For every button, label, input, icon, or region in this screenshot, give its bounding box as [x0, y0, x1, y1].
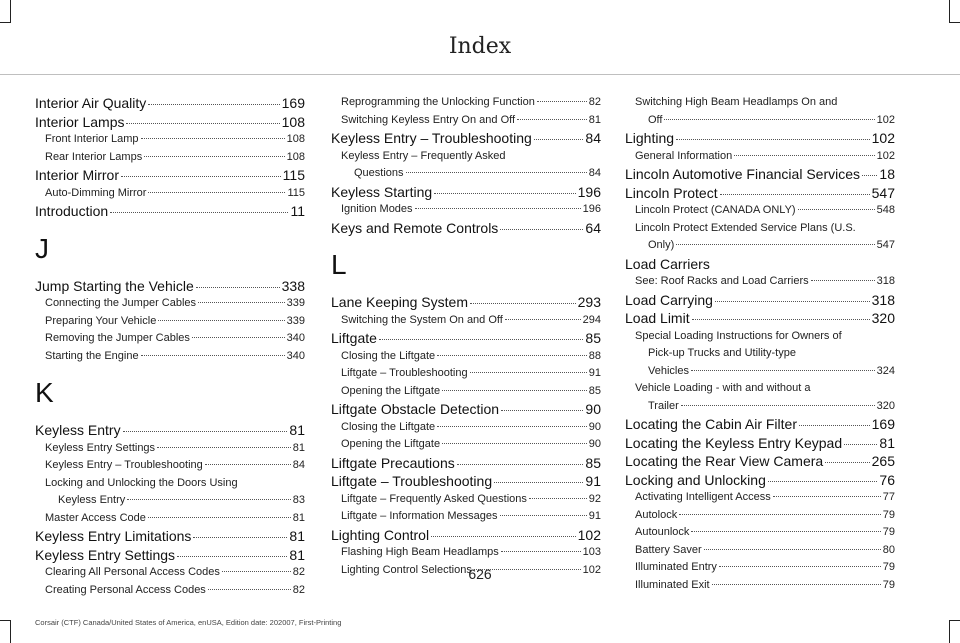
- entry-label: Switching Keyless Entry On and Off: [341, 113, 516, 126]
- entry-label: Liftgate – Troubleshooting: [341, 367, 468, 379]
- dot-leader: [141, 138, 285, 139]
- entry-label: Vehicles: [648, 364, 689, 377]
- index-entry[interactable]: [331, 472, 601, 491]
- footer-edition-text: Corsair (CTF) Canada/United States of America, enUSA, Edition date: 202007, First-Printing: [35, 618, 342, 627]
- crop-mark-top-left: [0, 0, 11, 23]
- index-subentry[interactable]: [35, 185, 305, 203]
- entry-page-number: 115: [282, 167, 305, 183]
- entry-label: Opening the Liftgate: [341, 438, 441, 450]
- entry-page-number: 339: [286, 297, 305, 309]
- entry-label: Interior Mirror: [35, 167, 120, 183]
- entry-label: Lighting Control: [331, 526, 430, 543]
- entry-page-number: 84: [292, 459, 305, 471]
- dot-leader: [862, 175, 877, 176]
- entry-label: Keyless Entry: [35, 422, 121, 438]
- index-entry[interactable]: [331, 526, 601, 545]
- entry-label: Keys and Remote Controls: [331, 219, 499, 236]
- entry-page-number: 81: [588, 113, 601, 126]
- entry-continuation: [635, 398, 895, 416]
- section-letter: K: [35, 377, 54, 408]
- dot-leader: [437, 355, 587, 356]
- dot-leader: [126, 123, 279, 124]
- dot-leader: [494, 482, 583, 483]
- crop-mark-top-right: [949, 0, 960, 23]
- header-divider: [0, 74, 960, 75]
- index-entry[interactable]: [331, 400, 601, 419]
- index-subentry[interactable]: [35, 295, 305, 313]
- dot-leader: [442, 390, 587, 391]
- entry-continuation: [635, 237, 895, 255]
- index-entry[interactable]: [35, 94, 305, 113]
- dot-leader: [712, 584, 881, 585]
- index-subentry[interactable]: [35, 475, 305, 510]
- entry-label: Removing the Jumper Cables: [45, 332, 190, 344]
- index-subentry[interactable]: [625, 202, 895, 220]
- index-subentry[interactable]: [331, 419, 601, 437]
- index-column-3: [625, 94, 895, 594]
- entry-page-number: 76: [879, 471, 895, 488]
- entry-label: Creating Personal Access Codes: [45, 583, 206, 596]
- entry-page-number: 102: [577, 526, 601, 543]
- entry-label: Keyless Entry Limitations: [35, 528, 192, 544]
- section-letter: J: [35, 232, 49, 264]
- entry-page-number: 169: [871, 416, 895, 432]
- index-entry[interactable]: [331, 129, 601, 148]
- index-entry[interactable]: [35, 277, 305, 296]
- dot-leader: [692, 319, 870, 320]
- entry-label: Keyless Entry – Troubleshooting: [331, 130, 532, 146]
- entry-label: Flashing High Beam Headlamps: [341, 546, 499, 558]
- entry-label: Liftgate Obstacle Detection: [331, 401, 500, 417]
- index-entry[interactable]: [331, 454, 601, 473]
- entry-label: Interior Air Quality: [35, 95, 147, 111]
- entry-page-number: 318: [876, 275, 895, 287]
- section-letter: L: [331, 249, 347, 280]
- index-subentry[interactable]: [625, 507, 895, 525]
- dot-leader: [534, 139, 584, 140]
- index-subentry[interactable]: [625, 273, 895, 291]
- entry-continuation: [341, 165, 601, 183]
- index-entry[interactable]: [625, 415, 895, 434]
- entry-label: Keyless Entry Settings: [35, 546, 176, 563]
- dot-leader: [127, 499, 291, 500]
- dot-leader: [529, 498, 587, 499]
- entry-page-number: 11: [290, 203, 305, 219]
- dot-leader: [811, 280, 875, 281]
- dot-leader: [676, 139, 870, 140]
- entry-page-number: 294: [582, 313, 601, 326]
- dot-leader: [470, 303, 576, 304]
- entry-label: Keyless Entry Settings: [45, 441, 156, 454]
- index-entry[interactable]: [35, 166, 305, 185]
- entry-page-number: 324: [876, 364, 895, 377]
- index-entry[interactable]: [331, 219, 601, 238]
- entry-label-line: Special Loading Instructions for Owners of: [635, 329, 842, 342]
- entry-page-number: 18: [879, 166, 895, 182]
- entry-page-number: 293: [577, 294, 601, 310]
- entry-continuation: [635, 112, 895, 130]
- crop-mark-bottom-left: [0, 620, 11, 643]
- dot-leader: [177, 556, 287, 557]
- index-subentry[interactable]: [35, 457, 305, 475]
- index-entry[interactable]: [625, 165, 895, 184]
- dot-leader: [144, 156, 284, 157]
- entry-page-number: 102: [871, 130, 895, 146]
- dot-leader: [157, 447, 291, 448]
- index-column-2: [331, 94, 601, 579]
- index-subentry[interactable]: [625, 94, 895, 129]
- entry-label-line: Keyless Entry – Frequently Asked: [341, 149, 506, 162]
- entry-page-number: 84: [585, 130, 601, 146]
- entry-page-number: 318: [871, 291, 895, 308]
- entry-page-number: 80: [882, 543, 895, 556]
- entry-label: Closing the Liftgate: [341, 349, 436, 362]
- index-subentry[interactable]: [331, 508, 601, 526]
- index-column-1: [35, 94, 305, 599]
- entry-label: Lincoln Protect: [625, 184, 718, 201]
- index-entry[interactable]: [35, 202, 305, 221]
- entry-label: Keyless Entry: [58, 494, 126, 506]
- dot-leader: [208, 589, 291, 590]
- entry-page-number: 81: [292, 441, 305, 454]
- index-entry[interactable]: [35, 421, 305, 440]
- index-entry[interactable]: [625, 129, 895, 148]
- dot-leader: [799, 425, 870, 426]
- entry-label: Load Carrying: [625, 291, 713, 308]
- entry-page-number: 320: [871, 310, 895, 326]
- dot-leader: [406, 172, 587, 173]
- index-heading: Load Carriers: [625, 255, 710, 272]
- index-entry[interactable]: [35, 527, 305, 546]
- entry-label: Preparing Your Vehicle: [45, 314, 157, 327]
- entry-label: Lane Keeping System: [331, 294, 468, 310]
- index-subentry[interactable]: [35, 149, 305, 167]
- entry-label: Jump Starting the Vehicle: [35, 277, 194, 294]
- entry-label: Front Interior Lamp: [45, 133, 139, 145]
- index-subentry[interactable]: [35, 313, 305, 331]
- dot-leader: [110, 212, 288, 213]
- dot-leader: [704, 549, 881, 550]
- entry-label: Liftgate – Information Messages: [341, 510, 498, 522]
- dot-leader: [844, 444, 877, 445]
- entry-page-number: 90: [588, 438, 601, 450]
- index-subentry[interactable]: [331, 112, 601, 130]
- dot-leader: [148, 192, 285, 193]
- entry-label: Locating the Rear View Camera: [625, 453, 824, 469]
- dot-leader: [691, 531, 880, 532]
- entry-page-number: 81: [879, 434, 895, 451]
- entry-page-number: 102: [582, 563, 601, 576]
- index-subentry[interactable]: [331, 436, 601, 454]
- entry-label: Autolock: [635, 508, 678, 521]
- entry-label: Introduction: [35, 203, 109, 219]
- entry-label: Reprogramming the Unlocking Function: [341, 96, 535, 108]
- entry-label: Ignition Modes: [341, 203, 413, 215]
- entry-label: Trailer: [648, 399, 679, 412]
- dot-leader: [442, 443, 587, 444]
- dot-leader: [123, 431, 288, 432]
- dot-leader: [121, 176, 281, 177]
- entry-page-number: 196: [577, 183, 601, 200]
- dot-leader: [715, 301, 870, 302]
- dot-leader: [501, 551, 581, 552]
- dot-leader: [768, 481, 878, 482]
- entry-page-number: 108: [286, 133, 305, 145]
- index-subentry[interactable]: [331, 365, 601, 383]
- entry-page-number: 79: [882, 578, 895, 591]
- entry-label: Clearing All Personal Access Codes: [45, 566, 220, 578]
- index-subentry[interactable]: [331, 148, 601, 183]
- index-subentry[interactable]: [331, 312, 601, 330]
- dot-leader: [537, 101, 587, 102]
- index-subentry[interactable]: [35, 348, 305, 366]
- index-subentry[interactable]: [331, 94, 601, 112]
- entry-page-number: 81: [292, 511, 305, 524]
- entry-label: Liftgate Precautions: [331, 454, 455, 471]
- dot-leader: [415, 208, 581, 209]
- crop-mark-bottom-right: [949, 620, 960, 643]
- dot-leader: [681, 405, 875, 406]
- index-entry[interactable]: [331, 293, 601, 312]
- index-subentry[interactable]: [35, 440, 305, 458]
- dot-leader: [470, 372, 587, 373]
- entry-page-number: 548: [876, 204, 895, 216]
- entry-page-number: 103: [582, 546, 601, 558]
- dot-leader: [517, 119, 587, 120]
- dot-leader: [158, 320, 284, 321]
- dot-leader: [500, 515, 587, 516]
- dot-leader: [205, 464, 291, 465]
- dot-leader: [798, 209, 875, 210]
- entry-page-number: 64: [585, 219, 601, 236]
- entry-label: Locking and Unlocking: [625, 471, 766, 488]
- index-subentry[interactable]: [625, 524, 895, 542]
- entry-label: Locating the Cabin Air Filter: [625, 416, 797, 432]
- index-subentry[interactable]: [625, 328, 895, 381]
- entry-label: Battery Saver: [635, 543, 702, 556]
- index-subentry[interactable]: [35, 131, 305, 149]
- dot-leader: [679, 514, 881, 515]
- entry-label: General Information: [635, 149, 733, 162]
- entry-page-number: 340: [286, 332, 305, 344]
- index-subentry[interactable]: [625, 489, 895, 507]
- entry-label: Autounlock: [635, 526, 690, 538]
- entry-page-number: 339: [286, 314, 305, 327]
- entry-label: Illuminated Entry: [635, 561, 717, 573]
- dot-leader: [676, 244, 874, 245]
- dot-leader: [198, 302, 285, 303]
- entry-page-number: 85: [585, 330, 601, 346]
- entry-page-number: 265: [871, 453, 895, 469]
- dot-leader: [192, 337, 285, 338]
- entry-page-number: 92: [588, 492, 601, 505]
- index-entry[interactable]: [625, 434, 895, 453]
- entry-page-number: 320: [876, 399, 895, 412]
- index-entry[interactable]: [625, 471, 895, 490]
- entry-label: Rear Interior Lamps: [45, 150, 143, 163]
- dot-leader: [720, 194, 870, 195]
- entry-label-line: Lincoln Protect Extended Service Plans (U.S.: [635, 221, 856, 234]
- entry-label: Keyless Starting: [331, 183, 433, 200]
- index-subentry[interactable]: [625, 148, 895, 166]
- index-subentry[interactable]: [35, 330, 305, 348]
- entry-page-number: 82: [292, 583, 305, 596]
- entry-page-number: 81: [289, 422, 305, 438]
- entry-label-line: Switching High Beam Headlamps On and: [635, 96, 838, 108]
- entry-label: Liftgate: [331, 330, 377, 346]
- index-subentry[interactable]: [35, 582, 305, 600]
- entry-label-line: Vehicle Loading - with and without a: [635, 382, 811, 394]
- entry-label: Liftgate – Frequently Asked Questions: [341, 492, 527, 505]
- entry-label-line: Locking and Unlocking the Doors Using: [45, 476, 238, 489]
- entry-page-number: 340: [286, 349, 305, 362]
- dot-leader: [773, 496, 881, 497]
- entry-label: Keyless Entry – Troubleshooting: [45, 459, 203, 471]
- index-entry[interactable]: [625, 291, 895, 310]
- entry-label: Off: [648, 113, 663, 126]
- entry-page-number: 82: [588, 96, 601, 108]
- entry-label: Locating the Keyless Entry Keypad: [625, 434, 843, 451]
- entry-label: Lighting: [625, 130, 675, 146]
- dot-leader: [193, 537, 287, 538]
- dot-leader: [148, 517, 291, 518]
- entry-page-number: 77: [882, 491, 895, 503]
- entry-continuation: [635, 363, 895, 381]
- dot-leader: [734, 155, 874, 156]
- entry-label: Interior Lamps: [35, 113, 125, 130]
- entry-label: Liftgate – Troubleshooting: [331, 473, 493, 489]
- index-entry[interactable]: [625, 452, 895, 471]
- entry-page-number: 102: [876, 149, 895, 162]
- dot-leader: [825, 462, 869, 463]
- entry-page-number: 338: [281, 277, 305, 294]
- entry-label: Connecting the Jumper Cables: [45, 297, 197, 309]
- entry-label: Switching the System On and Off: [341, 313, 503, 326]
- entry-page-number: 91: [588, 367, 601, 379]
- entry-page-number: 102: [876, 113, 895, 126]
- dot-leader: [141, 355, 285, 356]
- dot-leader: [500, 229, 583, 230]
- entry-continuation: [45, 492, 305, 510]
- dot-leader: [501, 410, 583, 411]
- dot-leader: [379, 339, 583, 340]
- entry-label: See: Roof Racks and Load Carriers: [635, 275, 809, 287]
- index-subentry[interactable]: [625, 220, 895, 255]
- page-number: 626: [468, 566, 492, 582]
- index-entry[interactable]: [625, 309, 895, 328]
- entry-page-number: 91: [585, 473, 601, 489]
- index-subentry[interactable]: [331, 544, 601, 562]
- index-subentry[interactable]: [625, 542, 895, 560]
- dot-leader: [437, 426, 587, 427]
- index-entry[interactable]: [35, 546, 305, 565]
- index-entry[interactable]: [35, 113, 305, 132]
- entry-page-number: 196: [582, 203, 601, 215]
- entry-page-number: 83: [292, 494, 305, 506]
- entry-label: Lincoln Automotive Financial Services: [625, 166, 861, 182]
- entry-page-number: 79: [882, 526, 895, 538]
- entry-page-number: 85: [588, 384, 601, 397]
- index-subentry[interactable]: [331, 383, 601, 401]
- entry-label: Master Access Code: [45, 511, 146, 524]
- entry-page-number: 108: [281, 113, 305, 130]
- dot-leader: [148, 104, 279, 105]
- entry-page-number: 81: [289, 528, 305, 544]
- page-title: Index: [448, 34, 512, 59]
- dot-leader: [431, 536, 576, 537]
- entry-label: Lighting Control Selections: [341, 563, 472, 576]
- dot-leader: [691, 370, 875, 371]
- entry-page-number: 79: [882, 508, 895, 521]
- entry-page-number: 85: [585, 454, 601, 471]
- index-entry[interactable]: [331, 329, 601, 348]
- entry-page-number: 84: [588, 167, 601, 179]
- entry-label: Opening the Liftgate: [341, 384, 441, 397]
- index-entry[interactable]: [625, 184, 895, 203]
- dot-leader: [434, 193, 575, 194]
- entry-label: Load Limit: [625, 310, 690, 326]
- entry-page-number: 169: [281, 95, 305, 111]
- entry-page-number: 82: [292, 566, 305, 578]
- entry-label: Lincoln Protect (CANADA ONLY): [635, 204, 796, 216]
- entry-page-number: 90: [588, 420, 601, 433]
- index-subentry[interactable]: [331, 348, 601, 366]
- entry-page-number: 547: [871, 184, 895, 201]
- entry-label-line: Pick-up Trucks and Utility-type: [648, 347, 796, 359]
- entry-page-number: 91: [588, 510, 601, 522]
- entry-label: Closing the Liftgate: [341, 420, 436, 433]
- dot-leader: [196, 287, 280, 288]
- entry-page-number: 81: [289, 546, 305, 563]
- entry-page-number: 115: [287, 186, 305, 199]
- entry-label: Illuminated Exit: [635, 578, 710, 591]
- entry-label: Auto-Dimming Mirror: [45, 186, 147, 199]
- entry-label: Questions: [354, 167, 404, 179]
- entry-page-number: 547: [876, 239, 895, 251]
- entry-label: Activating Intelligent Access: [635, 491, 771, 503]
- dot-leader: [505, 319, 581, 320]
- dot-leader: [457, 464, 584, 465]
- dot-leader: [664, 119, 874, 120]
- entry-page-number: 88: [588, 349, 601, 362]
- index-subentry[interactable]: [35, 510, 305, 528]
- entry-label: Only): [648, 239, 675, 251]
- entry-label: Starting the Engine: [45, 349, 139, 362]
- index-entry[interactable]: [331, 183, 601, 202]
- entry-page-number: 108: [286, 150, 305, 163]
- index-subentry[interactable]: [331, 201, 601, 219]
- entry-page-number: 90: [585, 401, 601, 417]
- index-subentry[interactable]: [625, 380, 895, 415]
- index-subentry[interactable]: [331, 491, 601, 509]
- entry-page-number: 79: [882, 561, 895, 573]
